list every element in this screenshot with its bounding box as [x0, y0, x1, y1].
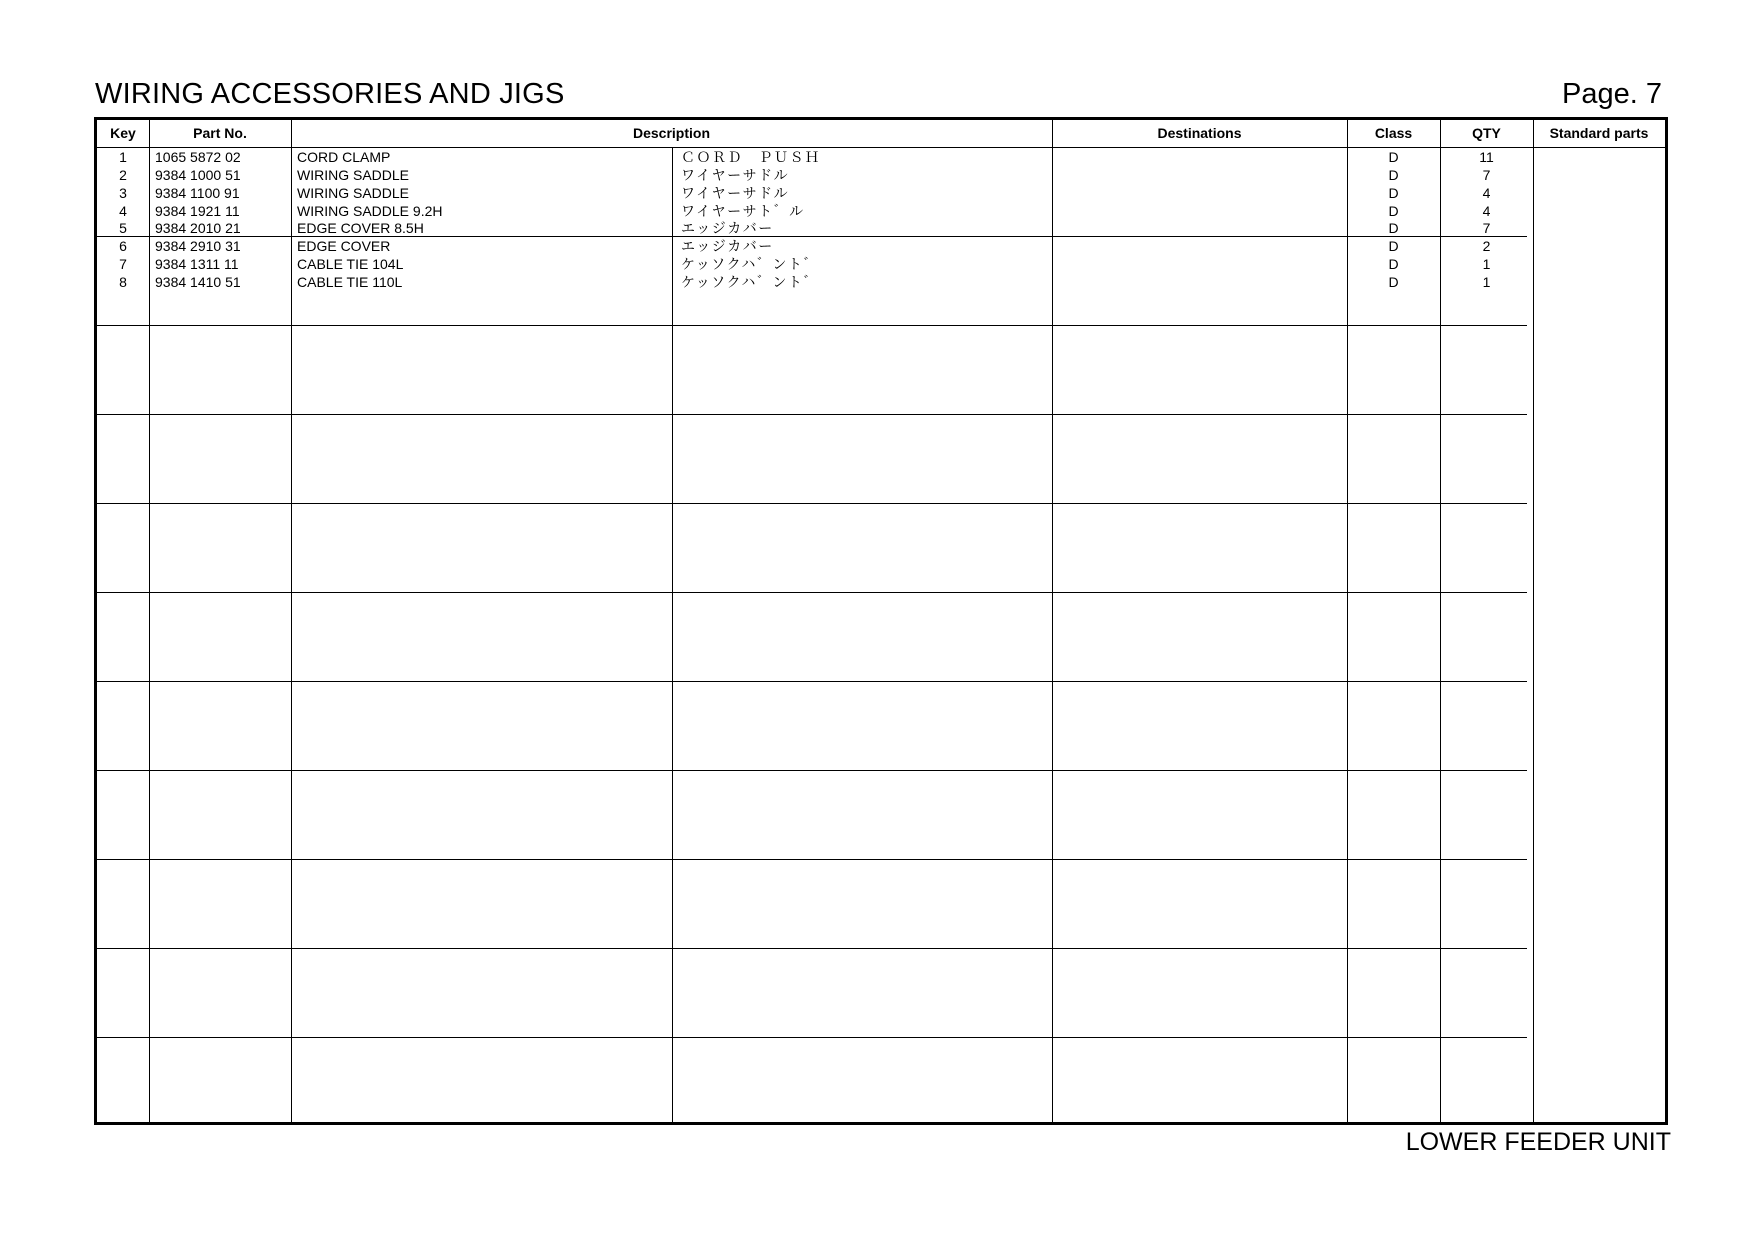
description-jp-cell: ワイヤーサドル — [681, 167, 790, 183]
qty-cell: 7 — [1482, 167, 1491, 183]
part-number-cell: 9384 1921 11 — [155, 203, 240, 219]
table-row — [97, 255, 1665, 273]
group-divider — [97, 503, 1527, 504]
class-cell: D — [1388, 274, 1399, 290]
part-number-cell: 9384 2010 21 — [155, 220, 241, 236]
column-header-part-no: Part No. — [193, 125, 247, 141]
table-row — [97, 219, 1665, 237]
description-cell: WIRING SADDLE — [297, 167, 410, 183]
group-divider — [97, 1037, 1527, 1038]
class-cell: D — [1388, 220, 1399, 236]
group-divider — [97, 325, 1527, 326]
qty-cell: 4 — [1482, 203, 1491, 219]
key-cell: 4 — [119, 203, 127, 219]
description-jp-cell: ワイヤーサト゛ル — [681, 203, 805, 219]
part-number-cell: 9384 2910 31 — [155, 238, 241, 254]
part-number-cell: 9384 1000 51 — [155, 167, 241, 183]
key-cell: 6 — [119, 238, 127, 254]
column-header-description: Description — [632, 125, 710, 141]
table-row — [97, 273, 1665, 291]
description-cell: CABLE TIE 110L — [297, 274, 403, 290]
page-number: Page. 7 — [1562, 78, 1662, 110]
column-header-standard-parts: Standard parts — [1549, 125, 1649, 141]
page-title: WIRING ACCESSORIES AND JIGS — [95, 78, 565, 110]
group-divider — [97, 859, 1527, 860]
description-cell: WIRING SADDLE 9.2H — [297, 203, 443, 219]
table-row — [97, 202, 1665, 220]
qty-cell: 1 — [1482, 256, 1491, 272]
table-row — [97, 166, 1665, 184]
class-cell: D — [1388, 185, 1399, 201]
part-number-cell: 9384 1311 11 — [155, 256, 239, 272]
class-cell: D — [1388, 238, 1399, 254]
description-jp-cell: ワイヤーサドル — [681, 185, 790, 201]
group-divider — [97, 770, 1527, 771]
description-jp-cell: エッジカバー — [681, 220, 774, 236]
description-jp-cell: ケッソクハ゛ント゛ — [681, 256, 819, 272]
description-jp-cell: ケッソクハ゛ント゛ — [681, 274, 819, 290]
part-number-cell: 9384 1100 91 — [155, 185, 240, 201]
column-header-class: Class — [1374, 125, 1413, 141]
key-cell: 1 — [119, 149, 127, 165]
qty-cell: 4 — [1482, 185, 1491, 201]
key-cell: 5 — [119, 220, 127, 236]
group-divider — [97, 681, 1527, 682]
qty-cell: 1 — [1482, 274, 1491, 290]
qty-cell: 2 — [1482, 238, 1491, 254]
column-header-key: Key — [110, 125, 136, 141]
key-cell: 2 — [119, 167, 127, 183]
unit-name: LOWER FEEDER UNIT — [1405, 1128, 1671, 1156]
column-header-destinations: Destinations — [1157, 125, 1242, 141]
key-cell: 7 — [119, 256, 127, 272]
description-jp-cell: ＣＯＲＤ ＰＵＳＨ — [681, 149, 821, 165]
group-divider — [97, 948, 1527, 949]
description-cell: EDGE COVER 8.5H — [297, 220, 424, 236]
description-cell: CABLE TIE 104L — [297, 256, 404, 272]
table-row — [97, 237, 1665, 255]
parts-table — [94, 117, 1668, 1125]
key-cell: 8 — [119, 274, 127, 290]
class-cell: D — [1388, 203, 1399, 219]
column-header-qty: QTY — [1472, 125, 1501, 141]
table-row — [97, 184, 1665, 202]
table-row — [97, 148, 1665, 166]
description-cell: WIRING SADDLE — [297, 185, 410, 201]
qty-cell: 7 — [1482, 220, 1491, 236]
class-cell: D — [1388, 149, 1399, 165]
part-number-cell: 9384 1410 51 — [155, 274, 241, 290]
part-number-cell: 1065 5872 02 — [155, 149, 241, 165]
class-cell: D — [1388, 167, 1399, 183]
key-cell: 3 — [119, 185, 127, 201]
group-divider — [97, 592, 1527, 593]
description-cell: EDGE COVER — [297, 238, 391, 254]
description-cell: CORD CLAMP — [297, 149, 391, 165]
group-divider — [97, 414, 1527, 415]
qty-cell: 11 — [1479, 149, 1494, 165]
column-divider — [672, 147, 673, 1122]
description-jp-cell: エッジカバー — [681, 238, 774, 254]
class-cell: D — [1388, 256, 1399, 272]
